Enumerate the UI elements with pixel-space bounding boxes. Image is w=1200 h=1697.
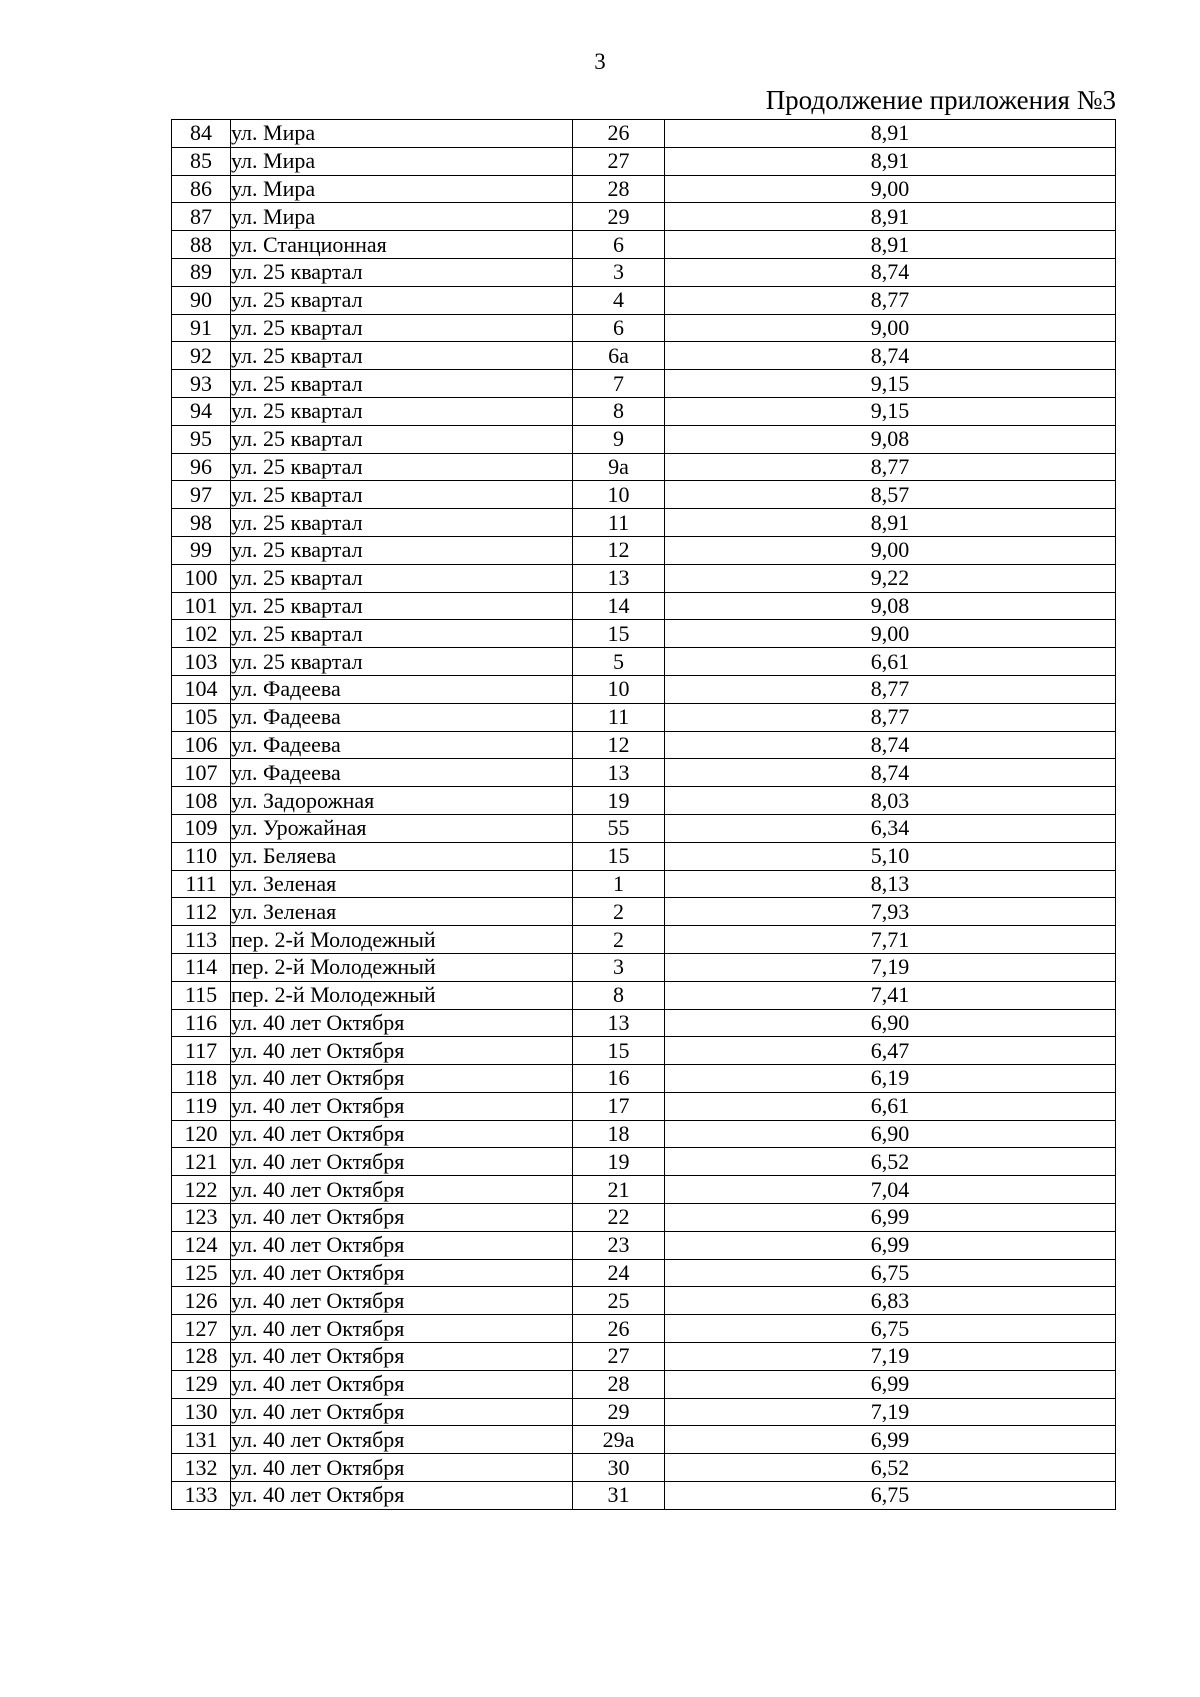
house-number-cell: 29 [573, 1398, 665, 1426]
value-cell: 8,13 [665, 870, 1116, 898]
row-number-cell: 130 [172, 1398, 231, 1426]
house-number-cell: 16 [573, 1065, 665, 1093]
house-number-cell: 5 [573, 648, 665, 676]
street-cell: ул. 40 лет Октября [231, 1287, 573, 1315]
street-cell: ул. 40 лет Октября [231, 1176, 573, 1204]
house-number-cell: 28 [573, 175, 665, 203]
value-cell: 8,77 [665, 675, 1116, 703]
row-number-cell: 93 [172, 370, 231, 398]
table-row [172, 731, 1116, 759]
tariff-table [171, 119, 1116, 1510]
house-number-cell: 29а [573, 1426, 665, 1454]
value-cell: 6,52 [665, 1148, 1116, 1176]
table-row [172, 1065, 1116, 1093]
row-number-cell: 94 [172, 397, 231, 425]
row-number-cell: 98 [172, 509, 231, 537]
table-row [172, 1398, 1116, 1426]
table-row [172, 1426, 1116, 1454]
value-cell: 7,41 [665, 981, 1116, 1009]
house-number-cell: 28 [573, 1370, 665, 1398]
row-number-cell: 126 [172, 1287, 231, 1315]
value-cell: 8,03 [665, 787, 1116, 815]
street-cell: ул. Зеленая [231, 870, 573, 898]
street-cell: ул. 25 квартал [231, 342, 573, 370]
row-number-cell: 106 [172, 731, 231, 759]
value-cell: 6,75 [665, 1482, 1116, 1510]
table-row [172, 1092, 1116, 1120]
street-cell: ул. Фадеева [231, 675, 573, 703]
house-number-cell: 9 [573, 425, 665, 453]
street-cell: ул. Фадеева [231, 731, 573, 759]
value-cell: 9,00 [665, 175, 1116, 203]
value-cell: 7,19 [665, 1398, 1116, 1426]
value-cell: 6,99 [665, 1426, 1116, 1454]
table-row [172, 926, 1116, 954]
row-number-cell: 100 [172, 564, 231, 592]
street-cell: ул. 25 квартал [231, 258, 573, 286]
row-number-cell: 97 [172, 481, 231, 509]
row-number-cell: 99 [172, 536, 231, 564]
table-row [172, 1037, 1116, 1065]
value-cell: 8,74 [665, 759, 1116, 787]
table-row [172, 370, 1116, 398]
row-number-cell: 125 [172, 1259, 231, 1287]
house-number-cell: 27 [573, 1343, 665, 1371]
value-cell: 7,71 [665, 926, 1116, 954]
house-number-cell: 31 [573, 1482, 665, 1510]
street-cell: ул. Фадеева [231, 703, 573, 731]
value-cell: 6,99 [665, 1204, 1116, 1232]
street-cell: ул. Зеленая [231, 898, 573, 926]
house-number-cell: 1 [573, 870, 665, 898]
house-number-cell: 11 [573, 703, 665, 731]
row-number-cell: 101 [172, 592, 231, 620]
table-row [172, 1454, 1116, 1482]
house-number-cell: 19 [573, 1148, 665, 1176]
street-cell: пер. 2-й Молодежный [231, 926, 573, 954]
street-cell: ул. 40 лет Октября [231, 1231, 573, 1259]
row-number-cell: 109 [172, 814, 231, 842]
row-number-cell: 121 [172, 1148, 231, 1176]
value-cell: 8,77 [665, 453, 1116, 481]
table-row [172, 1259, 1116, 1287]
street-cell: ул. 25 квартал [231, 648, 573, 676]
value-cell: 9,15 [665, 397, 1116, 425]
row-number-cell: 87 [172, 203, 231, 231]
street-cell: ул. Мира [231, 175, 573, 203]
table-row [172, 787, 1116, 815]
value-cell: 9,08 [665, 425, 1116, 453]
street-cell: ул. 40 лет Октября [231, 1037, 573, 1065]
house-number-cell: 13 [573, 759, 665, 787]
table-row [172, 953, 1116, 981]
row-number-cell: 119 [172, 1092, 231, 1120]
value-cell: 9,22 [665, 564, 1116, 592]
row-number-cell: 127 [172, 1315, 231, 1343]
row-number-cell: 96 [172, 453, 231, 481]
value-cell: 7,04 [665, 1176, 1116, 1204]
value-cell: 6,61 [665, 1092, 1116, 1120]
house-number-cell: 17 [573, 1092, 665, 1120]
row-number-cell: 114 [172, 953, 231, 981]
house-number-cell: 29 [573, 203, 665, 231]
appendix-continuation-title: Продолжение приложения №3 [765, 85, 1116, 115]
value-cell: 5,10 [665, 842, 1116, 870]
value-cell: 9,00 [665, 620, 1116, 648]
table-row [172, 648, 1116, 676]
value-cell: 6,34 [665, 814, 1116, 842]
street-cell: ул. 25 квартал [231, 286, 573, 314]
row-number-cell: 131 [172, 1426, 231, 1454]
row-number-cell: 133 [172, 1482, 231, 1510]
table-row [172, 592, 1116, 620]
table-row [172, 620, 1116, 648]
row-number-cell: 120 [172, 1120, 231, 1148]
row-number-cell: 122 [172, 1176, 231, 1204]
street-cell: ул. Станционная [231, 231, 573, 259]
street-cell: ул. Фадеева [231, 759, 573, 787]
row-number-cell: 113 [172, 926, 231, 954]
row-number-cell: 107 [172, 759, 231, 787]
table-row [172, 175, 1116, 203]
table-row [172, 1204, 1116, 1232]
house-number-cell: 22 [573, 1204, 665, 1232]
street-cell: ул. 40 лет Октября [231, 1343, 573, 1371]
house-number-cell: 21 [573, 1176, 665, 1204]
street-cell: ул. 25 квартал [231, 536, 573, 564]
row-number-cell: 88 [172, 231, 231, 259]
street-cell: ул. 25 квартал [231, 592, 573, 620]
value-cell: 8,77 [665, 286, 1116, 314]
street-cell: ул. 25 квартал [231, 620, 573, 648]
table-row [172, 425, 1116, 453]
street-cell: ул. 25 квартал [231, 370, 573, 398]
table-row [172, 1120, 1116, 1148]
row-number-cell: 118 [172, 1065, 231, 1093]
value-cell: 8,91 [665, 203, 1116, 231]
value-cell: 6,99 [665, 1370, 1116, 1398]
table-row [172, 703, 1116, 731]
value-cell: 8,91 [665, 509, 1116, 537]
value-cell: 6,75 [665, 1315, 1116, 1343]
house-number-cell: 15 [573, 842, 665, 870]
street-cell: ул. Мира [231, 120, 573, 148]
row-number-cell: 115 [172, 981, 231, 1009]
row-number-cell: 103 [172, 648, 231, 676]
value-cell: 6,90 [665, 1120, 1116, 1148]
street-cell: ул. 25 квартал [231, 481, 573, 509]
street-cell: ул. Мира [231, 203, 573, 231]
value-cell: 8,57 [665, 481, 1116, 509]
table-row [172, 1176, 1116, 1204]
value-cell: 9,00 [665, 536, 1116, 564]
value-cell: 6,83 [665, 1287, 1116, 1315]
row-number-cell: 85 [172, 147, 231, 175]
table-row [172, 1231, 1116, 1259]
street-cell: пер. 2-й Молодежный [231, 981, 573, 1009]
row-number-cell: 116 [172, 1009, 231, 1037]
value-cell: 6,99 [665, 1231, 1116, 1259]
street-cell: ул. 40 лет Октября [231, 1148, 573, 1176]
street-cell: ул. Урожайная [231, 814, 573, 842]
value-cell: 9,00 [665, 314, 1116, 342]
street-cell: ул. 40 лет Октября [231, 1315, 573, 1343]
table-row [172, 453, 1116, 481]
table-row [172, 1482, 1116, 1510]
row-number-cell: 110 [172, 842, 231, 870]
value-cell: 6,90 [665, 1009, 1116, 1037]
house-number-cell: 19 [573, 787, 665, 815]
table-row [172, 397, 1116, 425]
house-number-cell: 14 [573, 592, 665, 620]
value-cell: 9,15 [665, 370, 1116, 398]
row-number-cell: 92 [172, 342, 231, 370]
house-number-cell: 6 [573, 314, 665, 342]
row-number-cell: 111 [172, 870, 231, 898]
house-number-cell: 10 [573, 481, 665, 509]
house-number-cell: 27 [573, 147, 665, 175]
value-cell: 6,61 [665, 648, 1116, 676]
house-number-cell: 6а [573, 342, 665, 370]
row-number-cell: 102 [172, 620, 231, 648]
table-row [172, 842, 1116, 870]
table-row [172, 1148, 1116, 1176]
value-cell: 6,47 [665, 1037, 1116, 1065]
value-cell: 8,74 [665, 342, 1116, 370]
table-row [172, 564, 1116, 592]
street-cell: ул. 25 квартал [231, 425, 573, 453]
table-row [172, 203, 1116, 231]
house-number-cell: 6 [573, 231, 665, 259]
table-row [172, 1343, 1116, 1371]
street-cell: ул. 40 лет Октября [231, 1092, 573, 1120]
house-number-cell: 26 [573, 1315, 665, 1343]
street-cell: ул. 25 квартал [231, 564, 573, 592]
row-number-cell: 86 [172, 175, 231, 203]
table-row [172, 814, 1116, 842]
table-row [172, 342, 1116, 370]
table-row [172, 759, 1116, 787]
value-cell: 8,91 [665, 120, 1116, 148]
house-number-cell: 2 [573, 898, 665, 926]
table-row [172, 536, 1116, 564]
house-number-cell: 3 [573, 953, 665, 981]
table-row [172, 981, 1116, 1009]
street-cell: ул. Задорожная [231, 787, 573, 815]
house-number-cell: 55 [573, 814, 665, 842]
value-cell: 8,77 [665, 703, 1116, 731]
house-number-cell: 7 [573, 370, 665, 398]
table-row [172, 1315, 1116, 1343]
row-number-cell: 105 [172, 703, 231, 731]
street-cell: ул. 40 лет Октября [231, 1120, 573, 1148]
street-cell: ул. 40 лет Октября [231, 1204, 573, 1232]
value-cell: 9,08 [665, 592, 1116, 620]
table-row [172, 898, 1116, 926]
row-number-cell: 89 [172, 258, 231, 286]
house-number-cell: 13 [573, 564, 665, 592]
house-number-cell: 15 [573, 620, 665, 648]
value-cell: 6,52 [665, 1454, 1116, 1482]
house-number-cell: 23 [573, 1231, 665, 1259]
table-row [172, 1370, 1116, 1398]
street-cell: ул. 40 лет Октября [231, 1426, 573, 1454]
house-number-cell: 25 [573, 1287, 665, 1315]
house-number-cell: 15 [573, 1037, 665, 1065]
house-number-cell: 9а [573, 453, 665, 481]
table-body [172, 120, 1116, 1510]
table-row [172, 147, 1116, 175]
house-number-cell: 12 [573, 536, 665, 564]
street-cell: ул. 40 лет Октября [231, 1398, 573, 1426]
street-cell: ул. 40 лет Октября [231, 1009, 573, 1037]
house-number-cell: 13 [573, 1009, 665, 1037]
row-number-cell: 90 [172, 286, 231, 314]
house-number-cell: 11 [573, 509, 665, 537]
house-number-cell: 24 [573, 1259, 665, 1287]
street-cell: ул. 40 лет Октября [231, 1065, 573, 1093]
row-number-cell: 128 [172, 1343, 231, 1371]
street-cell: ул. 40 лет Октября [231, 1370, 573, 1398]
table-row [172, 258, 1116, 286]
row-number-cell: 95 [172, 425, 231, 453]
value-cell: 7,93 [665, 898, 1116, 926]
row-number-cell: 104 [172, 675, 231, 703]
street-cell: пер. 2-й Молодежный [231, 953, 573, 981]
table-row [172, 1009, 1116, 1037]
table-row [172, 231, 1116, 259]
table-row [172, 870, 1116, 898]
row-number-cell: 84 [172, 120, 231, 148]
value-cell: 7,19 [665, 1343, 1116, 1371]
table-row [172, 481, 1116, 509]
row-number-cell: 108 [172, 787, 231, 815]
row-number-cell: 132 [172, 1454, 231, 1482]
row-number-cell: 91 [172, 314, 231, 342]
row-number-cell: 129 [172, 1370, 231, 1398]
street-cell: ул. Мира [231, 147, 573, 175]
street-cell: ул. Беляева [231, 842, 573, 870]
value-cell: 8,74 [665, 731, 1116, 759]
house-number-cell: 26 [573, 120, 665, 148]
house-number-cell: 2 [573, 926, 665, 954]
street-cell: ул. 25 квартал [231, 453, 573, 481]
value-cell: 8,91 [665, 231, 1116, 259]
value-cell: 6,75 [665, 1259, 1116, 1287]
house-number-cell: 8 [573, 397, 665, 425]
house-number-cell: 8 [573, 981, 665, 1009]
page-number: 3 [594, 49, 606, 74]
table-row [172, 509, 1116, 537]
house-number-cell: 4 [573, 286, 665, 314]
table-row [172, 314, 1116, 342]
table-row [172, 286, 1116, 314]
house-number-cell: 18 [573, 1120, 665, 1148]
row-number-cell: 117 [172, 1037, 231, 1065]
house-number-cell: 12 [573, 731, 665, 759]
table-row [172, 675, 1116, 703]
street-cell: ул. 25 квартал [231, 509, 573, 537]
street-cell: ул. 40 лет Октября [231, 1482, 573, 1510]
house-number-cell: 3 [573, 258, 665, 286]
table-row [172, 120, 1116, 148]
table-row [172, 1287, 1116, 1315]
street-cell: ул. 40 лет Октября [231, 1454, 573, 1482]
street-cell: ул. 25 квартал [231, 397, 573, 425]
value-cell: 8,74 [665, 258, 1116, 286]
row-number-cell: 124 [172, 1231, 231, 1259]
street-cell: ул. 25 квартал [231, 314, 573, 342]
row-number-cell: 112 [172, 898, 231, 926]
value-cell: 6,19 [665, 1065, 1116, 1093]
house-number-cell: 10 [573, 675, 665, 703]
row-number-cell: 123 [172, 1204, 231, 1232]
value-cell: 7,19 [665, 953, 1116, 981]
street-cell: ул. 40 лет Октября [231, 1259, 573, 1287]
house-number-cell: 30 [573, 1454, 665, 1482]
value-cell: 8,91 [665, 147, 1116, 175]
